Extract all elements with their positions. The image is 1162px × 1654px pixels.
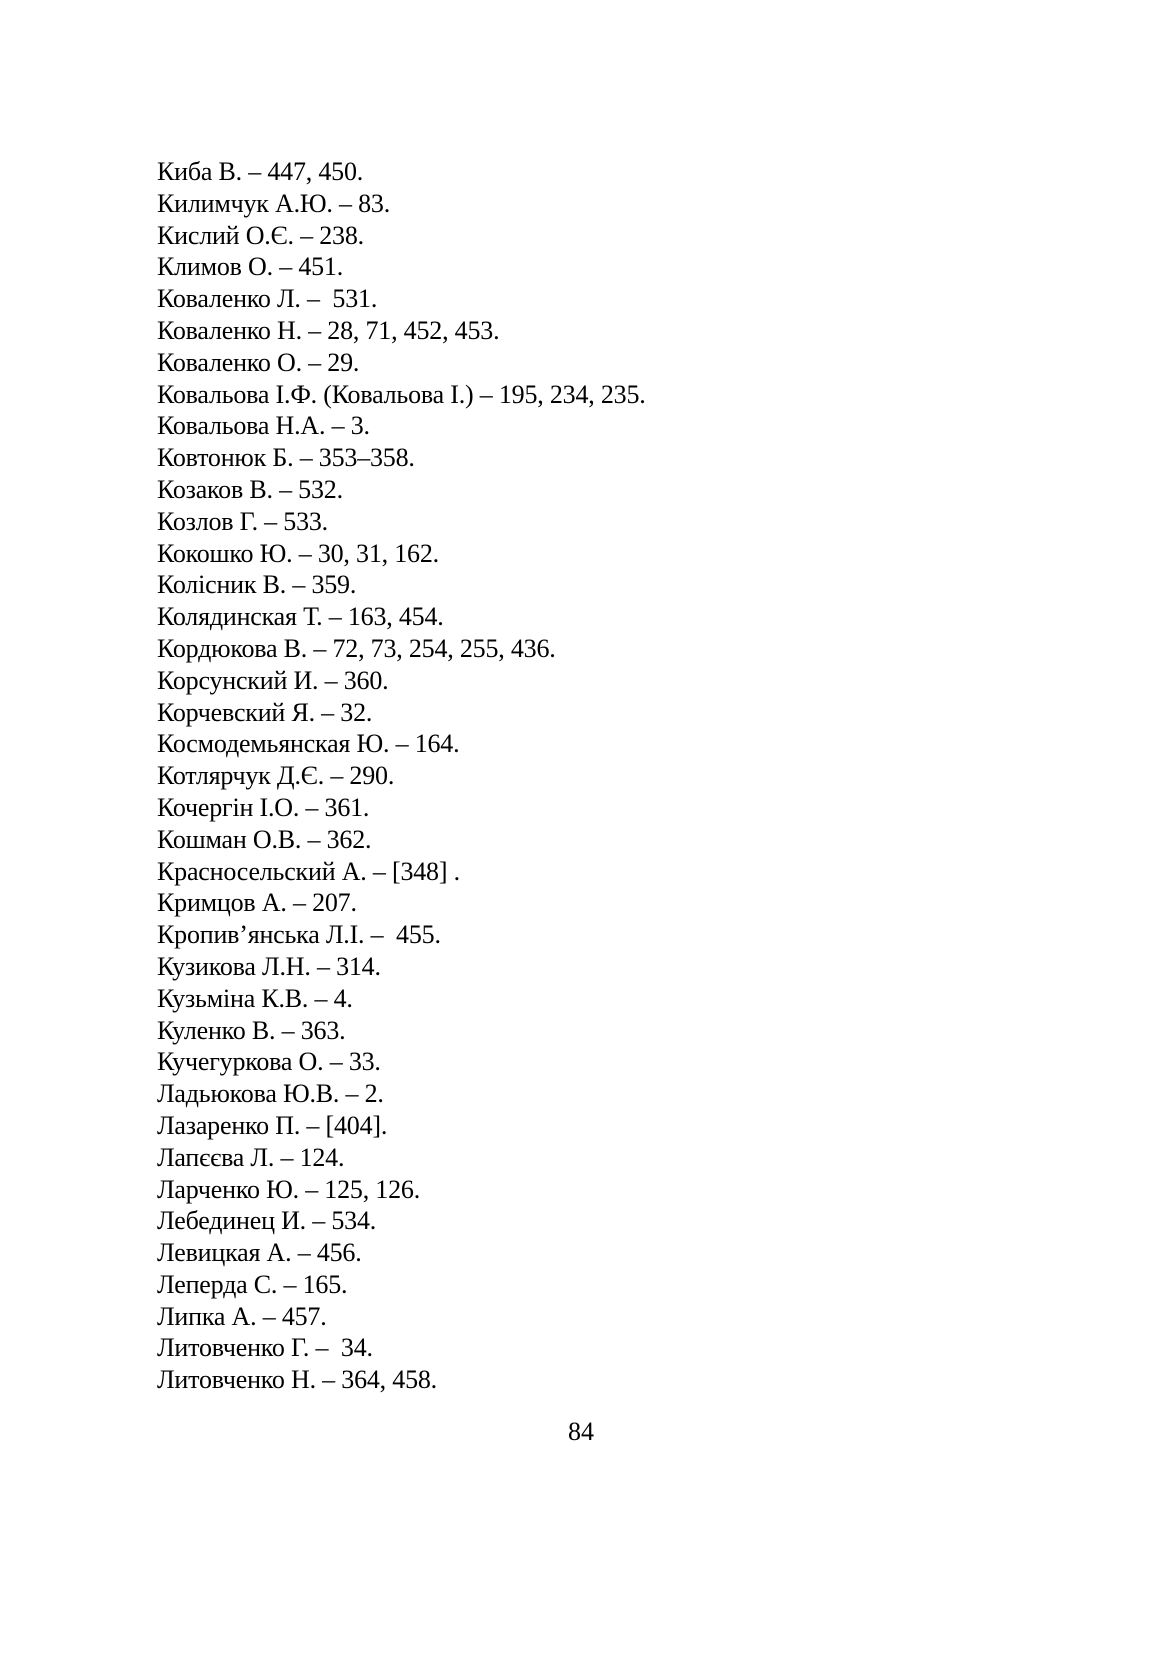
index-entry: Кримцов А. – 207. [157,888,357,918]
index-entry: Колядинская Т. – 163, 454. [157,602,444,632]
index-entry: Кочергін І.О. – 361. [157,792,370,822]
index-entry: Кузикова Л.Н. – 314. [157,951,381,981]
index-entry: Литовченко Н. – 364, 458. [157,1365,437,1395]
index-entry: Коваленко Н. – 28, 71, 452, 453. [157,315,500,345]
index-entry: Ковтонюк Б. – 353–358. [157,443,415,473]
index-entry: Липка А. – 457. [157,1301,327,1331]
index-entry: Корчевский Я. – 32. [157,697,373,727]
index-entry: Космодемьянская Ю. – 164. [157,729,460,759]
page-number: 84 [568,1417,594,1446]
index-entry: Литовченко Г. – 34. [157,1333,373,1363]
index-entry: Киба В. – 447, 450. [157,157,364,186]
index-entry: Лапєєва Л. – 124. [157,1142,345,1172]
index-entry: Кузьміна К.В. – 4. [157,983,353,1013]
index-entry: Кошман О.В. – 362. [157,824,372,854]
index-entry: Коваленко Л. – 531. [157,284,378,314]
index-entry: Ладьюкова Ю.В. – 2. [157,1079,384,1109]
page-number-footer [0,1416,1162,1448]
name-index-list [157,156,646,1396]
index-entry: Куленко В. – 363. [157,1015,346,1045]
index-entry: Лазаренко П. – [404]. [157,1110,388,1140]
index-entry: Кислий О.Є. – 238. [157,220,364,250]
index-entry: Кропив’янська Л.І. – 455. [157,920,441,950]
index-entry: Кордюкова В. – 72, 73, 254, 255, 436. [157,633,556,663]
index-entry: Левицкая А. – 456. [157,1238,362,1268]
index-entry: Килимчук А.Ю. – 83. [157,188,391,218]
index-entry: Ларченко Ю. – 125, 126. [157,1174,420,1204]
index-entry: Козлов Г. – 533. [157,506,328,536]
index-entry: Леперда С. – 165. [157,1269,348,1299]
index-entry: Ковальова І.Ф. (Ковальова І.) – 195, 234, 235. [157,379,646,409]
index-entry: Кучегуркова О. – 33. [157,1047,381,1077]
index-entry: Кокошко Ю. – 30, 31, 162. [157,538,439,568]
index-entry: Климов О. – 451. [157,252,344,282]
index-entry: Колісник В. – 359. [157,570,357,600]
index-entry: Ковальова Н.А. – 3. [157,411,370,441]
index-entry: Красносельский А. – [348] . [157,856,460,886]
index-entry: Лебединец И. – 534. [157,1206,377,1236]
index-entry: Корсунский И. – 360. [157,665,389,695]
index-entry: Котлярчук Д.Є. – 290. [157,761,395,791]
index-entry: Коваленко О. – 29. [157,347,360,377]
index-entry: Козаков В. – 532. [157,474,343,504]
